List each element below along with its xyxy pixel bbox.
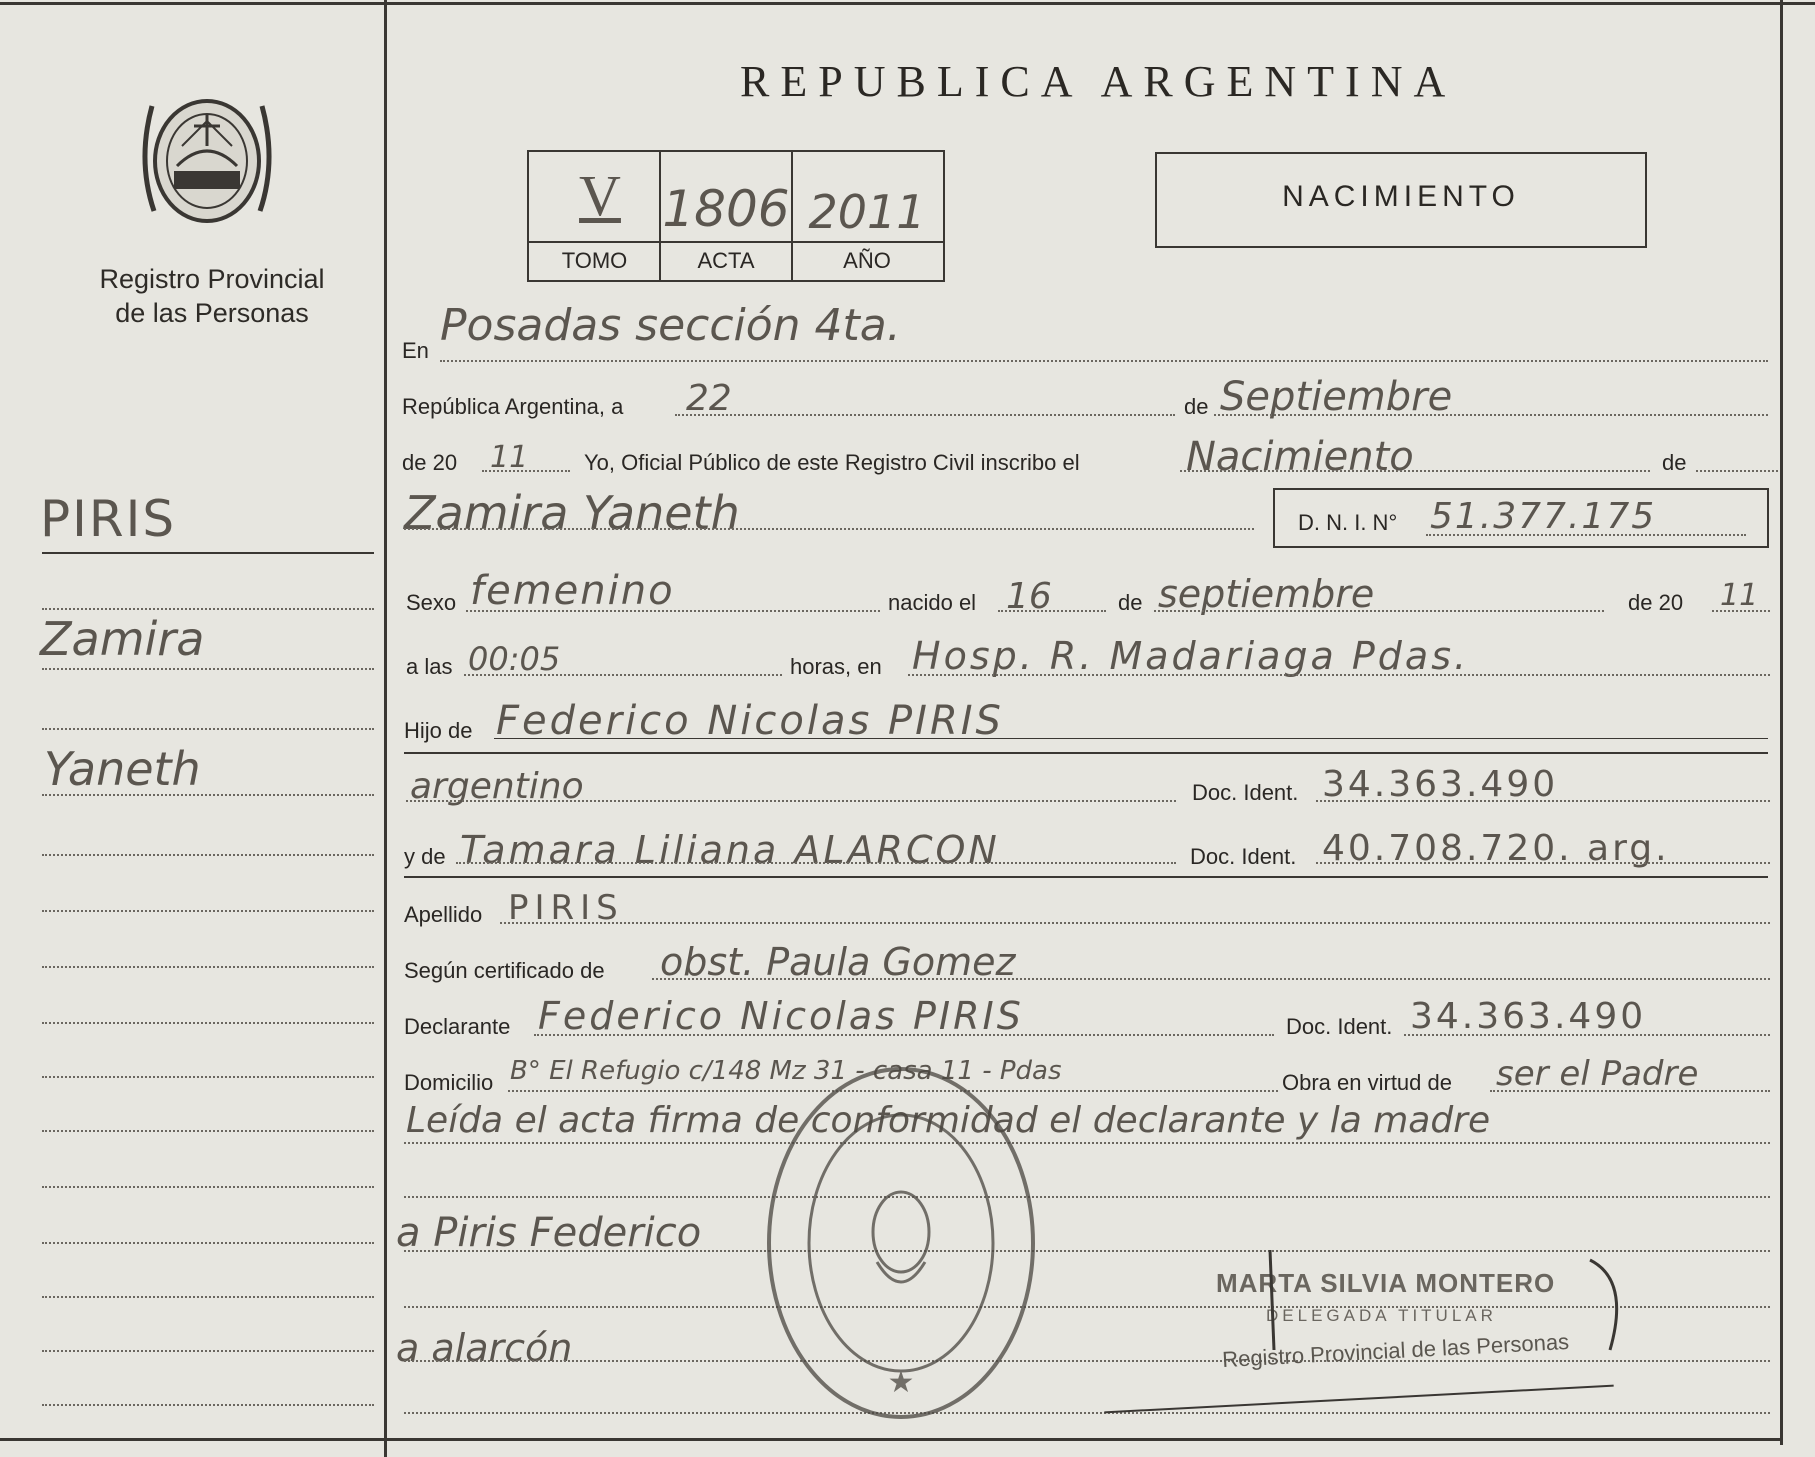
anio-value: 2011: [808, 185, 926, 239]
obra-label: Obra en virtud de: [1282, 1070, 1452, 1095]
tomo-value: V: [579, 163, 621, 228]
margin-line-14: [42, 1296, 374, 1298]
horas-label: horas, en: [790, 654, 882, 679]
birth-place-value: Hosp. R. Madariaga Pdas.: [912, 634, 1470, 678]
signature-mother: a alarcón: [396, 1326, 573, 1370]
row12-line-a: [534, 1034, 1274, 1036]
signature-stroke: [1260, 1240, 1640, 1360]
acta-value: 1806: [662, 180, 790, 238]
nacido-label: nacido el: [888, 590, 977, 615]
seal-org: Registro Provincial de las Personas: [1221, 1328, 1570, 1373]
margin-line-8: [42, 966, 374, 968]
row6-line-b: [908, 674, 1770, 676]
margin-line-6: [42, 854, 374, 856]
row6-line-a: [464, 674, 782, 676]
row2-line-b: [1214, 414, 1768, 416]
father-doc-label: Doc. Ident.: [1192, 780, 1299, 805]
margin-line-10: [42, 1076, 374, 1078]
de-label-3: de: [1118, 590, 1143, 615]
row3-line-b: [1180, 470, 1650, 472]
birth-day-value: 16: [1006, 576, 1052, 617]
month-value: Septiembre: [1220, 374, 1453, 420]
hijo-label: Hijo de: [404, 718, 473, 743]
signature-father: a Piris Federico: [396, 1210, 702, 1256]
row8-line-a: [406, 800, 1176, 802]
mother-doc-value: 40.708.720. arg.: [1322, 828, 1670, 869]
registry-name-line1: Registro Provincial: [99, 264, 325, 294]
margin-line-3: [42, 668, 374, 670]
row13-line-b: [1490, 1090, 1770, 1092]
registry-name-line2: de las Personas: [115, 298, 309, 328]
margin-line-12: [42, 1186, 374, 1188]
seal-name: MARTA SILVIA MONTERO: [1216, 1268, 1556, 1298]
sexo-value: femenino: [470, 568, 675, 614]
domicilio-value: B° El Refugio c/148 Mz 31 - casa 11 - Pdas: [510, 1056, 1062, 1086]
record-box-labelrow: [527, 241, 943, 243]
margin-line-16: [42, 1404, 374, 1406]
de20-label: de 20: [1628, 590, 1684, 615]
row5-line-b: [998, 610, 1106, 612]
mother-doc-label: Doc. Ident.: [1190, 844, 1297, 869]
alas-label: a las: [406, 654, 453, 679]
row9b-line: [404, 876, 1768, 878]
yde-label: y de: [404, 844, 446, 869]
year-prefix-label: de 20: [402, 450, 458, 475]
margin-first-name: Zamira: [40, 612, 205, 666]
obra-value: ser el Padre: [1496, 1054, 1699, 1094]
birth-time-value: 00:05: [468, 640, 561, 678]
row8-line-b: [1316, 800, 1770, 802]
row10-line: [500, 922, 1770, 924]
year-suffix-value: 11: [490, 440, 529, 475]
acta-label: ACTA: [697, 248, 755, 273]
margin-surname: PIRIS: [40, 490, 177, 548]
row3-line-a: [482, 470, 570, 472]
row9-line-b: [1316, 862, 1770, 864]
margin-line-4: [42, 728, 374, 730]
row3-line-c: [1696, 470, 1778, 472]
apellido-value: PIRIS: [508, 888, 624, 928]
row11-line: [652, 978, 1770, 980]
margin-line-13: [42, 1242, 374, 1244]
row4-line: [404, 528, 1254, 530]
bottom-border: [0, 1438, 1783, 1441]
svg-text:★: ★: [887, 1366, 915, 1399]
observations-value: Leída el acta firma de conformidad el declarante y la madre: [406, 1100, 1491, 1141]
margin-line-9: [42, 1022, 374, 1024]
en-label: En: [402, 338, 429, 363]
row15-line: [404, 1196, 1770, 1198]
birth-year-suffix: 11: [1720, 578, 1759, 613]
tomo-label: TOMO: [561, 248, 628, 273]
apellido-label: Apellido: [404, 902, 483, 927]
declarante-doc-value: 34.363.490: [1410, 996, 1647, 1037]
row19-line: [404, 1412, 1770, 1414]
column-divider: [384, 0, 387, 1457]
birth-month-value: septiembre: [1158, 572, 1375, 616]
margin-line-2: [42, 608, 374, 610]
day-value: 22: [686, 378, 732, 419]
margin-line-1: [42, 552, 374, 554]
provincial-emblem: [132, 86, 282, 236]
margin-middle-name: Yaneth: [44, 742, 201, 796]
row18-line: [404, 1360, 1770, 1362]
margin-line-7: [42, 910, 374, 912]
signature-line: [1104, 1385, 1613, 1414]
row9-line-a: [456, 862, 1176, 864]
act-kind-value: Nacimiento: [1186, 434, 1414, 480]
dni-line: [1426, 534, 1746, 536]
row5-line-d: [1712, 610, 1770, 612]
row1-line: [440, 360, 1768, 362]
row5-line-c: [1154, 610, 1604, 612]
margin-line-5: [42, 794, 374, 796]
country-title: REPUBLICA ARGENTINA: [740, 57, 1457, 106]
certificado-value: obst. Paula Gomez: [660, 940, 1016, 984]
segun-label: Según certificado de: [404, 958, 605, 983]
place-value: Posadas sección 4ta.: [440, 300, 901, 351]
declarante-label: Declarante: [404, 1014, 511, 1039]
margin-line-15: [42, 1350, 374, 1352]
round-stamp: [762, 1062, 1040, 1424]
mother-name-value: Tamara Liliana ALARCON: [460, 828, 1000, 872]
father-name-value: Federico Nicolas PIRIS: [496, 698, 1004, 744]
republica-label: República Argentina, a: [402, 394, 624, 419]
de-label: de: [1184, 394, 1209, 419]
father-doc-value: 34.363.490: [1322, 764, 1559, 805]
act-type-label: NACIMIENTO: [1282, 180, 1520, 213]
father-nationality: argentino: [410, 766, 584, 807]
anio-label: AÑO: [843, 248, 891, 273]
declarante-doc-label: Doc. Ident.: [1286, 1014, 1393, 1039]
dni-value: 51.377.175: [1430, 496, 1657, 537]
dni-label: D. N. I. N°: [1298, 510, 1398, 535]
row7-line: [494, 738, 1768, 739]
top-border: [0, 2, 1815, 5]
margin-line-11: [42, 1130, 374, 1132]
domicilio-label: Domicilio: [404, 1070, 494, 1095]
sexo-label: Sexo: [406, 590, 457, 615]
seal-role: DELEGADA TITULAR: [1266, 1306, 1497, 1325]
row7b-line: [404, 752, 1768, 754]
full-name-value: Zamira Yaneth: [404, 486, 740, 540]
row14-line: [404, 1142, 1770, 1144]
row5-line-a: [466, 610, 880, 612]
row12-line-b: [1404, 1034, 1770, 1036]
right-border: [1780, 0, 1783, 1445]
oficial-text: Yo, Oficial Público de este Registro Civil inscribo el: [584, 450, 1080, 475]
de-label-2: de: [1662, 450, 1687, 475]
declarante-value: Federico Nicolas PIRIS: [538, 994, 1024, 1038]
row2-line-a: [675, 414, 1175, 416]
